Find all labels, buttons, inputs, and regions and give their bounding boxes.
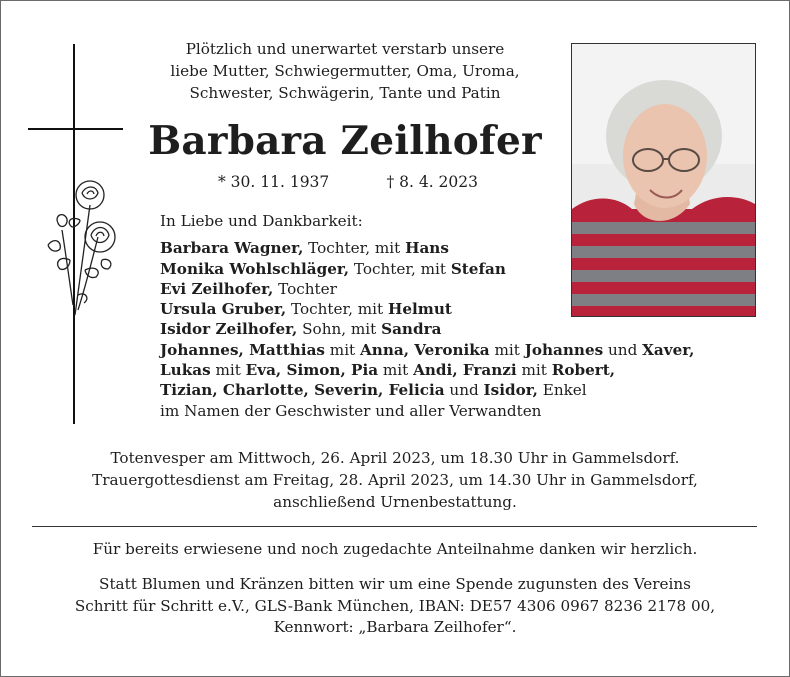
mourner-name: Robert,	[551, 361, 616, 380]
mourner-name: Johannes	[524, 340, 604, 359]
mourner-name: Hans	[405, 239, 449, 258]
mourner-relation: Tochter, mit	[303, 239, 406, 258]
mourner-line	[160, 259, 740, 279]
mourner-line	[160, 319, 740, 339]
rose-icon	[40, 175, 120, 345]
mourner-name: Evi Zeilhofer,	[160, 279, 274, 298]
mourner-line	[160, 340, 740, 360]
mourner-relation: und	[603, 340, 643, 359]
mourner-name: Anna, Veronika	[360, 340, 490, 359]
mourner-line	[160, 360, 740, 380]
mourner-line	[160, 401, 740, 421]
deceased-name: Barbara Zeilhofer	[148, 118, 542, 164]
mourner-relation: mit	[489, 340, 525, 359]
mourner-name: Barbara Wagner,	[160, 239, 304, 258]
mourner-relation: mit	[378, 361, 414, 380]
mourner-relation: und	[444, 381, 484, 400]
donation-text: Statt Blumen und Kränzen bitten wir um eine Spende zugunsten des Vereins Schritt für Schritt e.V., GLS-Bank München, IBAN: DE57 4306 0967 8236 2178 00, Kennwort: „Barbara Zeilhofer“.	[74, 575, 716, 636]
death-date: † 8. 4. 2023	[386, 173, 478, 191]
mourner-relation: mit	[324, 340, 360, 359]
mourner-name: Isidor Zeilhofer,	[160, 320, 298, 339]
mourner-name: Johannes, Matthias	[160, 340, 325, 359]
mourner-line	[160, 299, 740, 319]
mourner-relation: Sohn, mit	[297, 320, 382, 339]
mourner-name: Stefan	[450, 259, 506, 278]
intro-text: Plötzlich und unerwartet verstarb unsere liebe Mutter, Schwiegermutter, Oma, Uroma, Schwester, Schwägerin, Tante und Patin	[170, 40, 520, 102]
mourner-name: Monika Wohlschläger,	[160, 259, 350, 278]
mourner-name: Tizian, Charlotte, Severin, Felicia	[160, 381, 445, 400]
thanks-text: Für bereits erwiesene und noch zugedachte Anteilnahme danken wir herzlich.	[92, 540, 698, 558]
mourner-relation: Tochter	[273, 279, 337, 298]
mourner-relation: Tochter, mit	[349, 259, 451, 278]
mourner-name: Eva, Simon, Pia	[245, 361, 379, 380]
divider	[32, 526, 757, 527]
mourner-name: Ursula Gruber,	[160, 300, 287, 319]
mourner-name: Xaver,	[642, 340, 695, 359]
mourner-relation: mit	[210, 361, 246, 380]
mourner-relation: Tochter, mit	[286, 300, 388, 319]
mourners-list	[160, 211, 740, 421]
mourner-line	[160, 380, 740, 400]
mourner-line	[160, 238, 740, 258]
mourners-heading: In Liebe und Dankbarkeit:	[160, 212, 363, 230]
mourner-relation: Enkel	[537, 381, 587, 400]
life-dates	[218, 173, 478, 191]
mourner-name: Helmut	[387, 300, 452, 319]
mourner-relation: mit	[516, 361, 552, 380]
mourner-name: Isidor,	[483, 381, 538, 400]
mourner-line	[160, 279, 740, 299]
mourner-name: Lukas	[160, 361, 211, 380]
mourner-name: Sandra	[381, 320, 442, 339]
mourner-relation: im Namen der Geschwister und aller Verwandten	[160, 401, 542, 420]
service-info: Totenvesper am Mittwoch, 26. April 2023, um 18.30 Uhr in Gammelsdorf. Trauergottesdienst am Freitag, 28. April 2023, um 14.30 Uhr in Gammelsdorf, anschließend Urnenbestattung.	[92, 449, 698, 511]
mourner-name: Andi, Franzi	[413, 361, 517, 380]
birth-date: * 30. 11. 1937	[218, 173, 330, 191]
